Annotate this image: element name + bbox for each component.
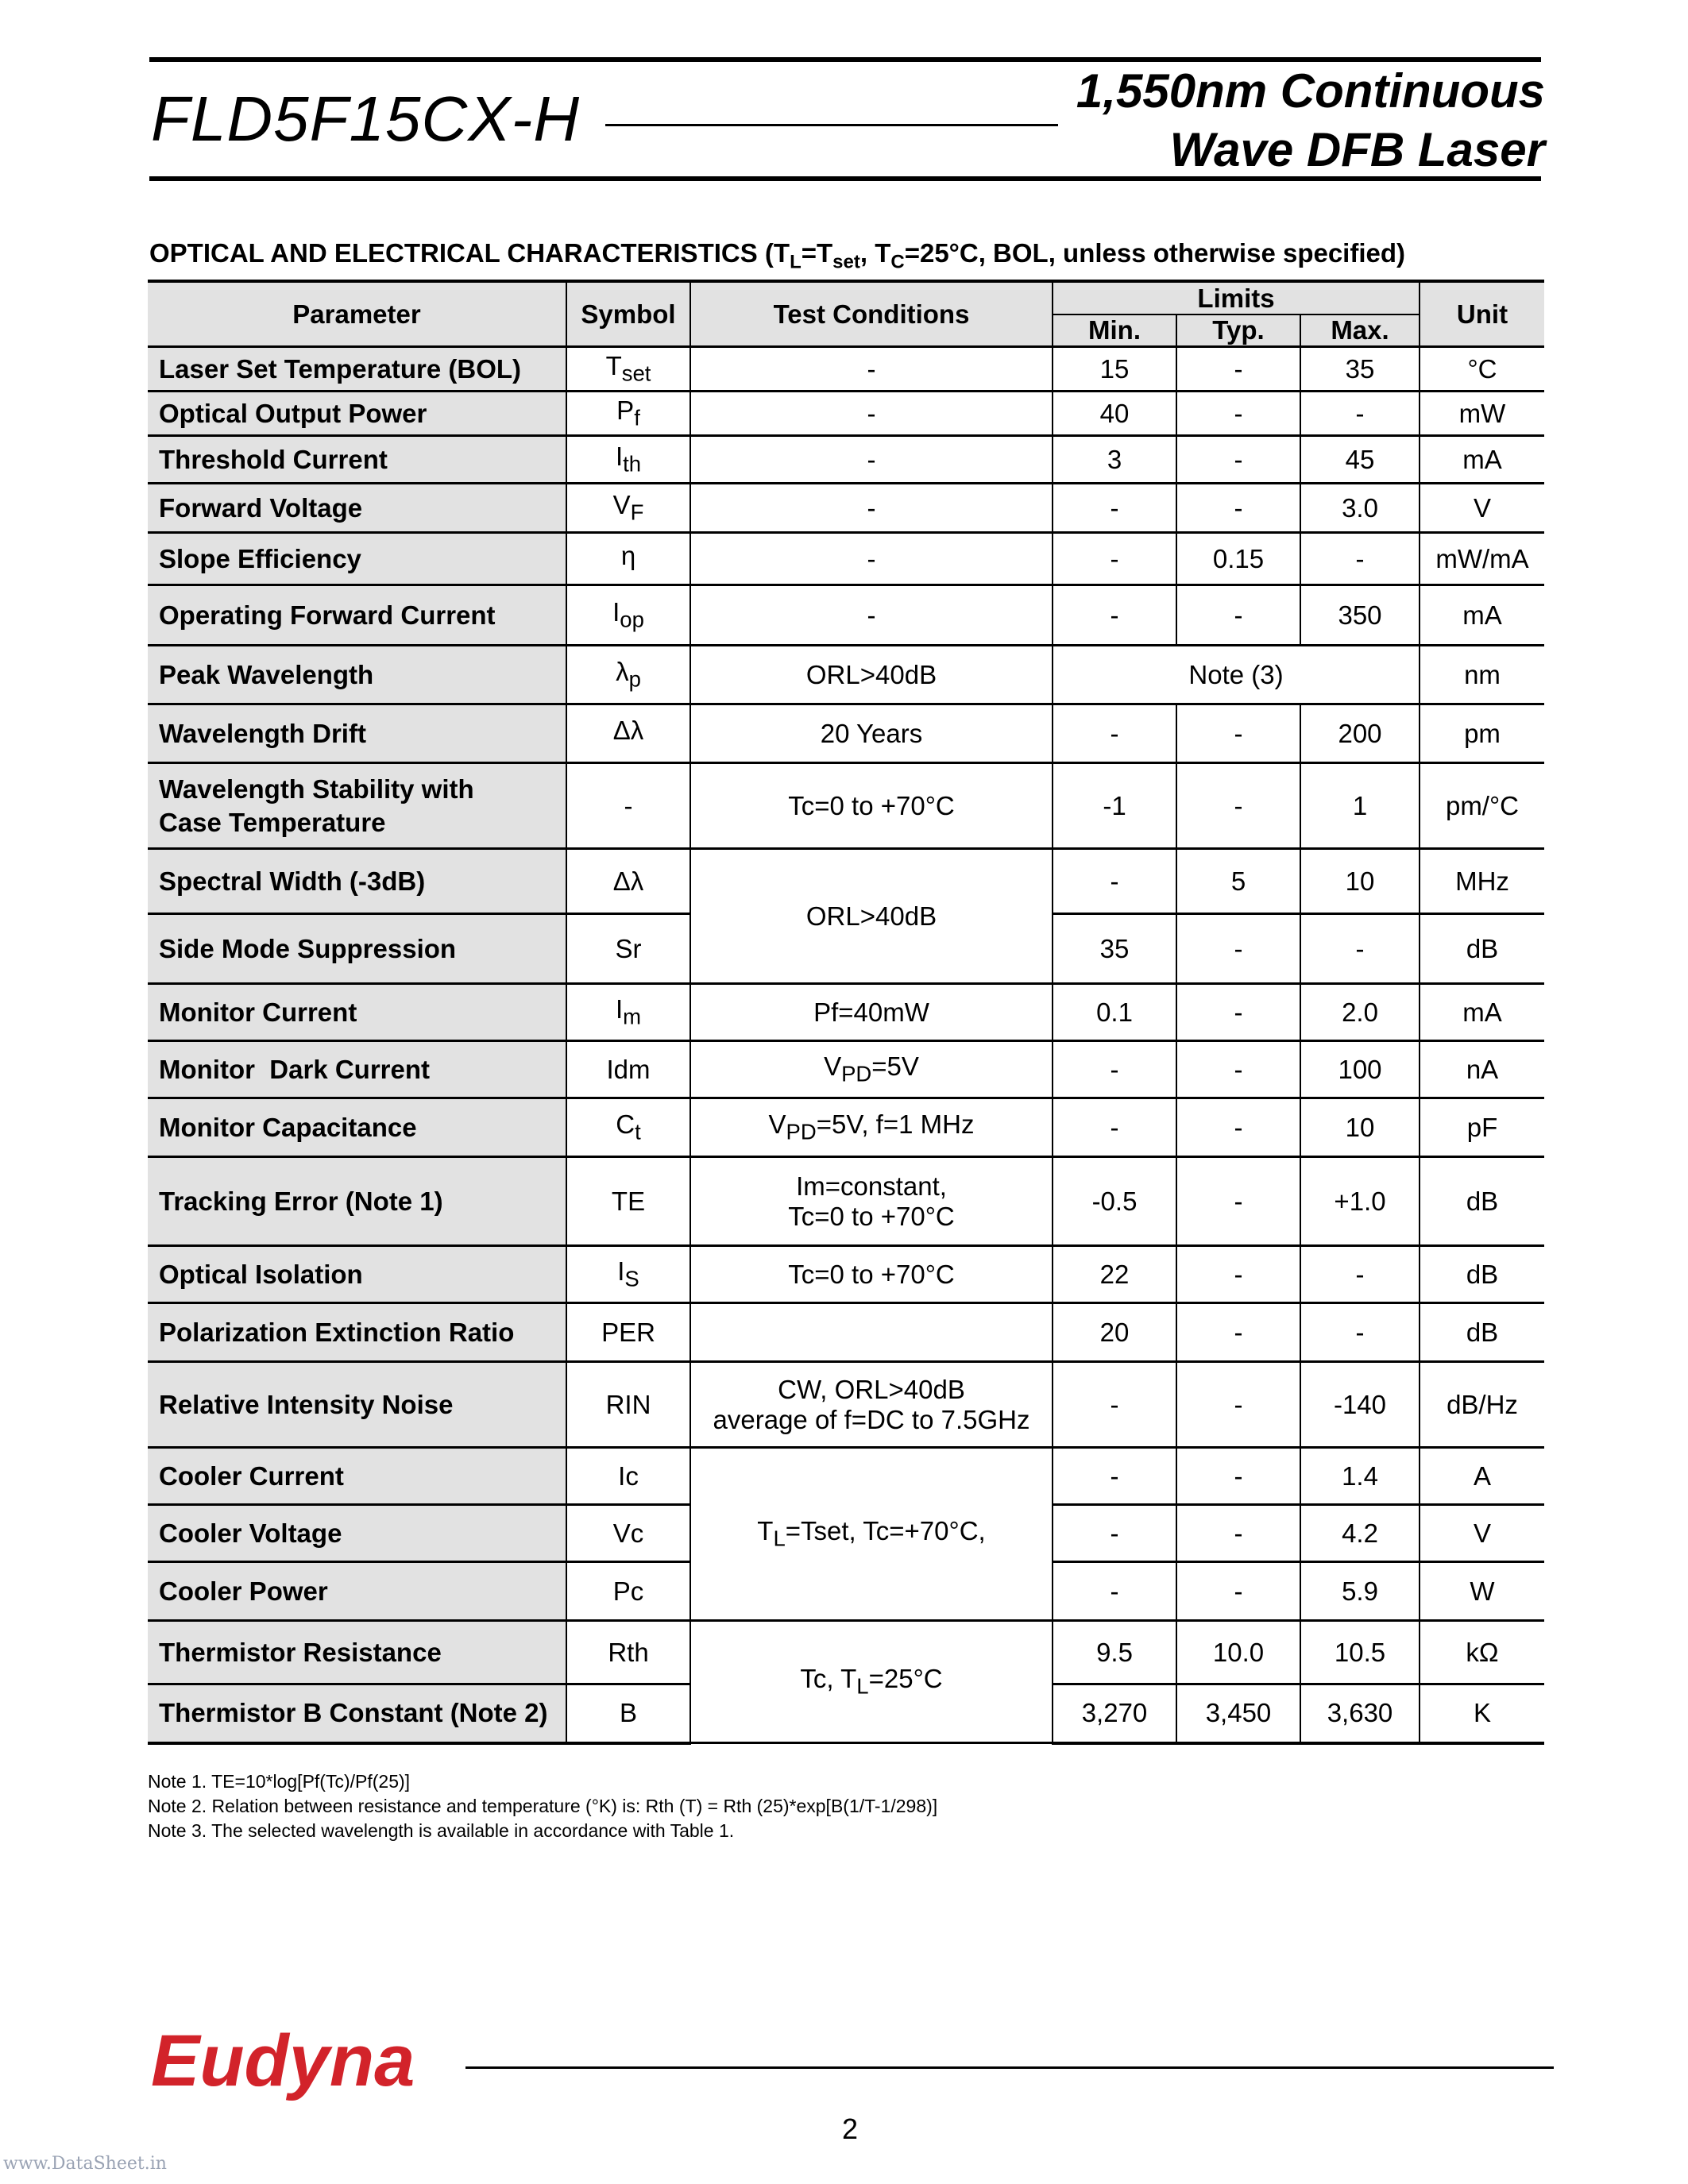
table-row [148, 1098, 1544, 1157]
header-limits: Limits [1053, 281, 1420, 314]
min-value: - [1053, 1448, 1176, 1505]
condition-text: =25°C [868, 1664, 943, 1694]
unit-value: pF [1420, 1098, 1544, 1157]
unit-value: mW [1420, 392, 1544, 436]
section-title-sub: L [790, 251, 802, 273]
typ-value: - [1176, 984, 1300, 1041]
min-value: - [1053, 849, 1176, 914]
typ-value: - [1176, 704, 1300, 763]
condition-line-2: average of f=DC to 7.5GHz [713, 1404, 1030, 1434]
max-value: 100 [1300, 1041, 1420, 1098]
page-number: 2 [842, 2113, 859, 2145]
table-row [148, 585, 1544, 646]
condition-text: V [824, 1051, 842, 1082]
param-name: Operating Forward Current [148, 585, 566, 646]
note-1: Note 1. TE=10*log[Pf(Tc)/Pf(25)] [148, 1771, 411, 1792]
max-value: 4.2 [1300, 1505, 1420, 1562]
symbol-sub: set [621, 361, 651, 386]
symbol-text: Idm [606, 1054, 651, 1084]
test-condition: 20 Years [690, 704, 1053, 763]
unit-value: kΩ [1420, 1621, 1544, 1684]
param-name: Monitor Capacitance [148, 1098, 566, 1157]
section-title-text: , T [859, 238, 891, 268]
header-parameter: Parameter [148, 281, 566, 347]
test-condition: - [690, 436, 1053, 484]
typ-value: - [1176, 1505, 1300, 1562]
header-max: Max. [1300, 314, 1420, 347]
condition-text: =Tset, Tc=+70°C, [785, 1516, 986, 1546]
table-row [148, 533, 1544, 585]
max-value: - [1300, 533, 1420, 585]
symbol-text: Rth [608, 1637, 649, 1667]
table-row [148, 1246, 1544, 1303]
typ-value: - [1176, 1362, 1300, 1448]
unit-value: MHz [1420, 849, 1544, 914]
param-name: Tracking Error (Note 1) [148, 1157, 566, 1246]
test-condition: - [690, 585, 1053, 646]
symbol [566, 533, 690, 585]
symbol [566, 704, 690, 763]
max-value: 1 [1300, 763, 1420, 849]
symbol-text: B [619, 1698, 637, 1728]
unit-value: dB [1420, 1303, 1544, 1362]
typ-value: - [1176, 392, 1300, 436]
symbol [566, 849, 690, 914]
unit-value: pm [1420, 704, 1544, 763]
param-name: Side Mode Suppression [148, 914, 566, 984]
model-number: FLD5F15CX-H [151, 83, 581, 154]
condition-line-2: Tc=0 to +70°C [788, 1201, 955, 1231]
typ-value: 10.0 [1176, 1621, 1300, 1684]
max-value: 200 [1300, 704, 1420, 763]
typ-value: - [1176, 347, 1300, 392]
unit-value: nm [1420, 646, 1544, 704]
symbol-text: Δλ [612, 866, 644, 896]
condition-text: =5V, f=1 MHz [816, 1109, 975, 1140]
header-typ: Typ. [1176, 314, 1300, 347]
max-value: +1.0 [1300, 1157, 1420, 1246]
symbol [566, 1684, 690, 1743]
typ-value: - [1176, 914, 1300, 984]
param-name: Threshold Current [148, 436, 566, 484]
typ-value: 3,450 [1176, 1684, 1300, 1743]
symbol-text: I [615, 994, 624, 1024]
max-value: 350 [1300, 585, 1420, 646]
symbol-sub: th [623, 451, 642, 477]
test-condition [690, 1157, 1053, 1246]
condition-line-1: Im=constant, [796, 1171, 947, 1201]
param-name: Slope Efficiency [148, 533, 566, 585]
param-name: Laser Set Temperature (BOL) [148, 347, 566, 392]
max-value: 10 [1300, 1098, 1420, 1157]
param-name: Peak Wavelength [148, 646, 566, 704]
symbol-text: Sr [615, 933, 642, 963]
min-value: - [1053, 1562, 1176, 1621]
document-subtitle [1076, 62, 1545, 179]
typ-value: - [1176, 484, 1300, 533]
typ-value: - [1176, 1157, 1300, 1246]
test-condition: ORL>40dB [690, 849, 1053, 984]
table-row [148, 436, 1544, 484]
symbol [566, 1246, 690, 1303]
symbol [566, 763, 690, 849]
condition-sub: PD [786, 1119, 817, 1144]
symbol-text: I [615, 442, 624, 472]
param-name [148, 763, 566, 849]
symbol-sub: m [623, 1004, 642, 1029]
max-value: 35 [1300, 347, 1420, 392]
section-title [149, 238, 1405, 274]
test-condition: Pf=40mW [690, 984, 1053, 1041]
unit-value: mA [1420, 436, 1544, 484]
symbol-sub: S [624, 1266, 639, 1291]
symbol [566, 984, 690, 1041]
typ-value: 0.15 [1176, 533, 1300, 585]
title-connector-line [605, 124, 1058, 126]
min-value: - [1053, 484, 1176, 533]
unit-value: A [1420, 1448, 1544, 1505]
unit-value: V [1420, 484, 1544, 533]
min-value: - [1053, 1098, 1176, 1157]
section-title-sub: set [832, 251, 860, 273]
condition-text: T [757, 1516, 774, 1546]
min-value: - [1053, 1041, 1176, 1098]
min-value: 3,270 [1053, 1684, 1176, 1743]
param-name: Relative Intensity Noise [148, 1362, 566, 1448]
symbol-text: T [605, 351, 622, 381]
symbol-sub: F [630, 500, 644, 525]
max-value: - [1300, 392, 1420, 436]
condition-text: Tc, T [800, 1664, 857, 1694]
symbol-sub: p [628, 666, 641, 692]
table-row [148, 347, 1544, 392]
section-title-text: =25°C, BOL, unless otherwise specified) [904, 238, 1406, 268]
table-row [148, 1448, 1544, 1505]
table-row [148, 1621, 1544, 1684]
test-condition: - [690, 347, 1053, 392]
test-condition [690, 1621, 1053, 1743]
condition-line-1: CW, ORL>40dB [778, 1374, 965, 1404]
symbol [566, 347, 690, 392]
test-condition: - [690, 533, 1053, 585]
symbol-text: Ic [618, 1461, 639, 1491]
symbol [566, 585, 690, 646]
typ-value: - [1176, 763, 1300, 849]
param-name: Cooler Current [148, 1448, 566, 1505]
typ-value: - [1176, 1098, 1300, 1157]
header-min: Min. [1053, 314, 1176, 347]
param-name: Monitor Current [148, 984, 566, 1041]
unit-value: W [1420, 1562, 1544, 1621]
max-value: 45 [1300, 436, 1420, 484]
typ-value: - [1176, 1562, 1300, 1621]
symbol [566, 392, 690, 436]
typ-value: - [1176, 436, 1300, 484]
param-name: Optical Output Power [148, 392, 566, 436]
table-row [148, 984, 1544, 1041]
condition-text: V [768, 1109, 786, 1140]
table-row [148, 484, 1544, 533]
max-value: 10.5 [1300, 1621, 1420, 1684]
limits-note: Note (3) [1053, 646, 1420, 704]
param-name: Spectral Width (-3dB) [148, 849, 566, 914]
symbol [566, 1562, 690, 1621]
table-row [148, 392, 1544, 436]
note-3: Note 3. The selected wavelength is available in accordance with Table 1. [148, 1820, 735, 1841]
min-value: -1 [1053, 763, 1176, 849]
unit-value: dB/Hz [1420, 1362, 1544, 1448]
param-name: Cooler Power [148, 1562, 566, 1621]
typ-value: 5 [1176, 849, 1300, 914]
max-value: 1.4 [1300, 1448, 1420, 1505]
typ-value: - [1176, 1246, 1300, 1303]
table-row [148, 763, 1544, 849]
test-condition: Tc=0 to +70°C [690, 763, 1053, 849]
test-condition [690, 1098, 1053, 1157]
eudyna-logo [151, 2024, 453, 2107]
min-value: 22 [1053, 1246, 1176, 1303]
typ-value: - [1176, 585, 1300, 646]
symbol [566, 1157, 690, 1246]
notes [148, 1769, 937, 1843]
max-value: - [1300, 914, 1420, 984]
unit-value: mA [1420, 984, 1544, 1041]
symbol-sub: op [620, 607, 644, 632]
symbol [566, 914, 690, 984]
unit-value: nA [1420, 1041, 1544, 1098]
min-value: - [1053, 704, 1176, 763]
unit-value: pm/°C [1420, 763, 1544, 849]
note-2: Note 2. Relation between resistance and temperature (°K) is: Rth (T) = Rth (25)*exp[B(1/T-1/298)] [148, 1796, 938, 1816]
table-row [148, 704, 1544, 763]
min-value: -0.5 [1053, 1157, 1176, 1246]
min-value: 35 [1053, 914, 1176, 984]
symbol-text: C [616, 1109, 635, 1140]
test-condition [690, 1362, 1053, 1448]
test-condition [690, 1041, 1053, 1098]
header-test-conditions: Test Conditions [690, 281, 1053, 347]
max-value: 3.0 [1300, 484, 1420, 533]
unit-value: V [1420, 1505, 1544, 1562]
table-row [148, 849, 1544, 914]
param-name: Optical Isolation [148, 1246, 566, 1303]
test-condition: ORL>40dB [690, 646, 1053, 704]
table-row [148, 1303, 1544, 1362]
min-value: 15 [1053, 347, 1176, 392]
logo-wordmark: Eudyna [151, 2024, 415, 2101]
section-title-text: OPTICAL AND ELECTRICAL CHARACTERISTICS (T [149, 238, 790, 268]
symbol [566, 1362, 690, 1448]
subtitle-line-1: 1,550nm Continuous [1076, 64, 1545, 118]
symbol-text: - [624, 790, 633, 820]
unit-value: dB [1420, 1246, 1544, 1303]
symbol-text: I [617, 1256, 625, 1287]
max-value: -140 [1300, 1362, 1420, 1448]
symbol-text: Pc [612, 1576, 644, 1606]
symbol-text: I [612, 597, 620, 627]
min-value: 9.5 [1053, 1621, 1176, 1684]
min-value: 0.1 [1053, 984, 1176, 1041]
symbol-sub: t [635, 1119, 641, 1144]
symbol [566, 1041, 690, 1098]
unit-value: mW/mA [1420, 533, 1544, 585]
max-value: - [1300, 1303, 1420, 1362]
section-title-text: =T [801, 238, 833, 268]
symbol-text: RIN [605, 1389, 651, 1419]
param-name: Thermistor B Constant (Note 2) [148, 1684, 566, 1743]
symbol-text: Δλ [612, 716, 644, 746]
param-line-2: Case Temperature [159, 807, 386, 837]
unit-value: dB [1420, 1157, 1544, 1246]
test-condition: - [690, 484, 1053, 533]
min-value: - [1053, 1505, 1176, 1562]
condition-text: =5V [871, 1051, 919, 1082]
symbol-text: V [612, 490, 631, 520]
unit-value: mA [1420, 585, 1544, 646]
characteristics-table [148, 280, 1544, 1745]
param-name: Forward Voltage [148, 484, 566, 533]
table-row [148, 1041, 1544, 1098]
typ-value: - [1176, 1041, 1300, 1098]
test-condition [690, 1303, 1053, 1362]
typ-value: - [1176, 1303, 1300, 1362]
symbol-text: λ [616, 657, 629, 687]
symbol-sub: f [634, 405, 640, 430]
max-value: 10 [1300, 849, 1420, 914]
unit-value: K [1420, 1684, 1544, 1743]
symbol [566, 1505, 690, 1562]
max-value: 2.0 [1300, 984, 1420, 1041]
symbol-text: PER [601, 1317, 655, 1347]
footer-rule [465, 2066, 1554, 2069]
condition-sub: PD [841, 1061, 872, 1086]
symbol [566, 646, 690, 704]
test-condition [690, 1448, 1053, 1621]
table-row [148, 1362, 1544, 1448]
max-value: - [1300, 1246, 1420, 1303]
max-value: 3,630 [1300, 1684, 1420, 1743]
param-line-1: Wavelength Stability with [159, 774, 474, 804]
test-condition: - [690, 392, 1053, 436]
test-condition: Tc=0 to +70°C [690, 1246, 1053, 1303]
symbol-text: Vc [612, 1518, 644, 1548]
symbol-text: P [616, 396, 635, 426]
header-symbol: Symbol [566, 281, 690, 347]
subtitle-line-2: Wave DFB Laser [1169, 123, 1545, 176]
condition-sub: L [856, 1673, 869, 1699]
unit-value: °C [1420, 347, 1544, 392]
header-rule [149, 176, 1541, 181]
symbol [566, 436, 690, 484]
param-name: Monitor Dark Current [148, 1041, 566, 1098]
symbol-text: η [620, 541, 636, 571]
min-value: 3 [1053, 436, 1176, 484]
param-name: Wavelength Drift [148, 704, 566, 763]
section-title-sub: C [890, 251, 905, 273]
min-value: - [1053, 1362, 1176, 1448]
header-unit: Unit [1420, 281, 1544, 347]
min-value: - [1053, 585, 1176, 646]
condition-sub: L [773, 1526, 786, 1551]
unit-value: dB [1420, 914, 1544, 984]
table-row [148, 1157, 1544, 1246]
param-name: Polarization Extinction Ratio [148, 1303, 566, 1362]
symbol [566, 484, 690, 533]
symbol [566, 1098, 690, 1157]
param-name: Cooler Voltage [148, 1505, 566, 1562]
max-value: 5.9 [1300, 1562, 1420, 1621]
symbol-text: TE [611, 1186, 646, 1216]
param-name: Thermistor Resistance [148, 1621, 566, 1684]
table-row [148, 646, 1544, 704]
min-value: - [1053, 533, 1176, 585]
watermark: www.DataSheet.in [3, 2154, 167, 2174]
typ-value: - [1176, 1448, 1300, 1505]
min-value: 20 [1053, 1303, 1176, 1362]
symbol [566, 1303, 690, 1362]
min-value: 40 [1053, 392, 1176, 436]
eudyna-logo-graphic [151, 2024, 453, 2103]
symbol [566, 1621, 690, 1684]
symbol [566, 1448, 690, 1505]
